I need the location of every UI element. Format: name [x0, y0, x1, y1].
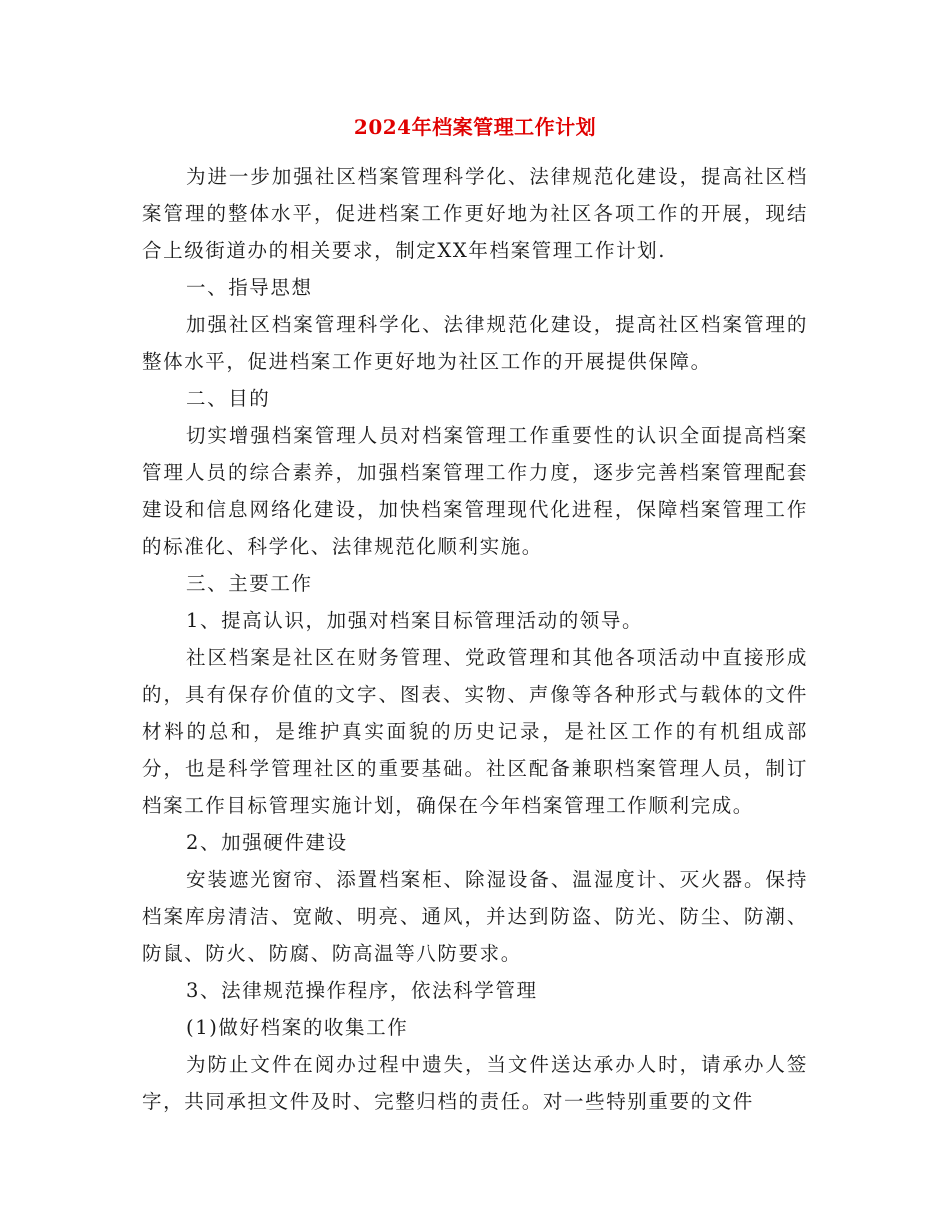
document-title: 2024年档案管理工作计划: [353, 115, 597, 139]
purpose-paragraph: 切实增强档案管理人员对档案管理工作重要性的认识全面提高档案管理人员的综合素养，加强档案管理工作力度，逐步完善档案管理配套建设和信息网络化建设，加快档案管理现代化进程，保障档案管理工作的标准化、科学化、法律规范化顺利实施。: [142, 424, 808, 558]
document-body: [142, 158, 808, 1120]
intro-paragraph: 为进一步加强社区档案管理科学化、法律规范化建设，提高社区档案管理的整体水平，促进档案工作更好地为社区各项工作的开展，现结合上级街道办的相关要求，制定XX年档案管理工作计划.: [142, 165, 808, 262]
collection-paragraph: 为防止文件在阅办过程中遗失，当文件送达承办人时，请承办人签字，共同承担文件及时、完整归档的责任。对一些特别重要的文件: [142, 1053, 808, 1113]
subheading-legal-procedure: 3、法律规范操作程序，依法科学管理: [186, 979, 538, 1002]
subheading-raise-awareness: 1、提高认识，加强对档案目标管理活动的领导。: [186, 609, 644, 632]
guiding-ideology-paragraph: 加强社区档案管理科学化、法律规范化建设，提高社区档案管理的整体水平，促进档案工作更好地为社区工作的开展提供保障。: [142, 313, 808, 373]
section-heading-guiding-ideology: 一、指导思想: [186, 276, 313, 299]
subheading-collection: (1)做好档案的收集工作: [186, 1016, 409, 1039]
subheading-hardware: 2、加强硬件建设: [186, 831, 348, 854]
raise-awareness-paragraph: 社区档案是社区在财务管理、党政管理和其他各项活动中直接形成的，具有保存价值的文字、图表、实物、声像等各种形式与载体的文件材料的总和，是维护真实面貌的历史记录，是社区工作的有机组成部分，也是科学管理社区的重要基础。社区配备兼职档案管理人员，制订档案工作目标管理实施计划，确保在今年档案管理工作顺利完成。: [142, 646, 808, 817]
section-heading-purpose: 二、目的: [186, 387, 271, 410]
section-heading-main-work: 三、主要工作: [186, 572, 313, 595]
hardware-paragraph: 安装遮光窗帘、添置档案柜、除湿设备、温湿度计、灭火器。保持档案库房清洁、宽敞、明亮、通风，并达到防盗、防光、防尘、防潮、防鼠、防火、防腐、防高温等八防要求。: [142, 868, 808, 965]
